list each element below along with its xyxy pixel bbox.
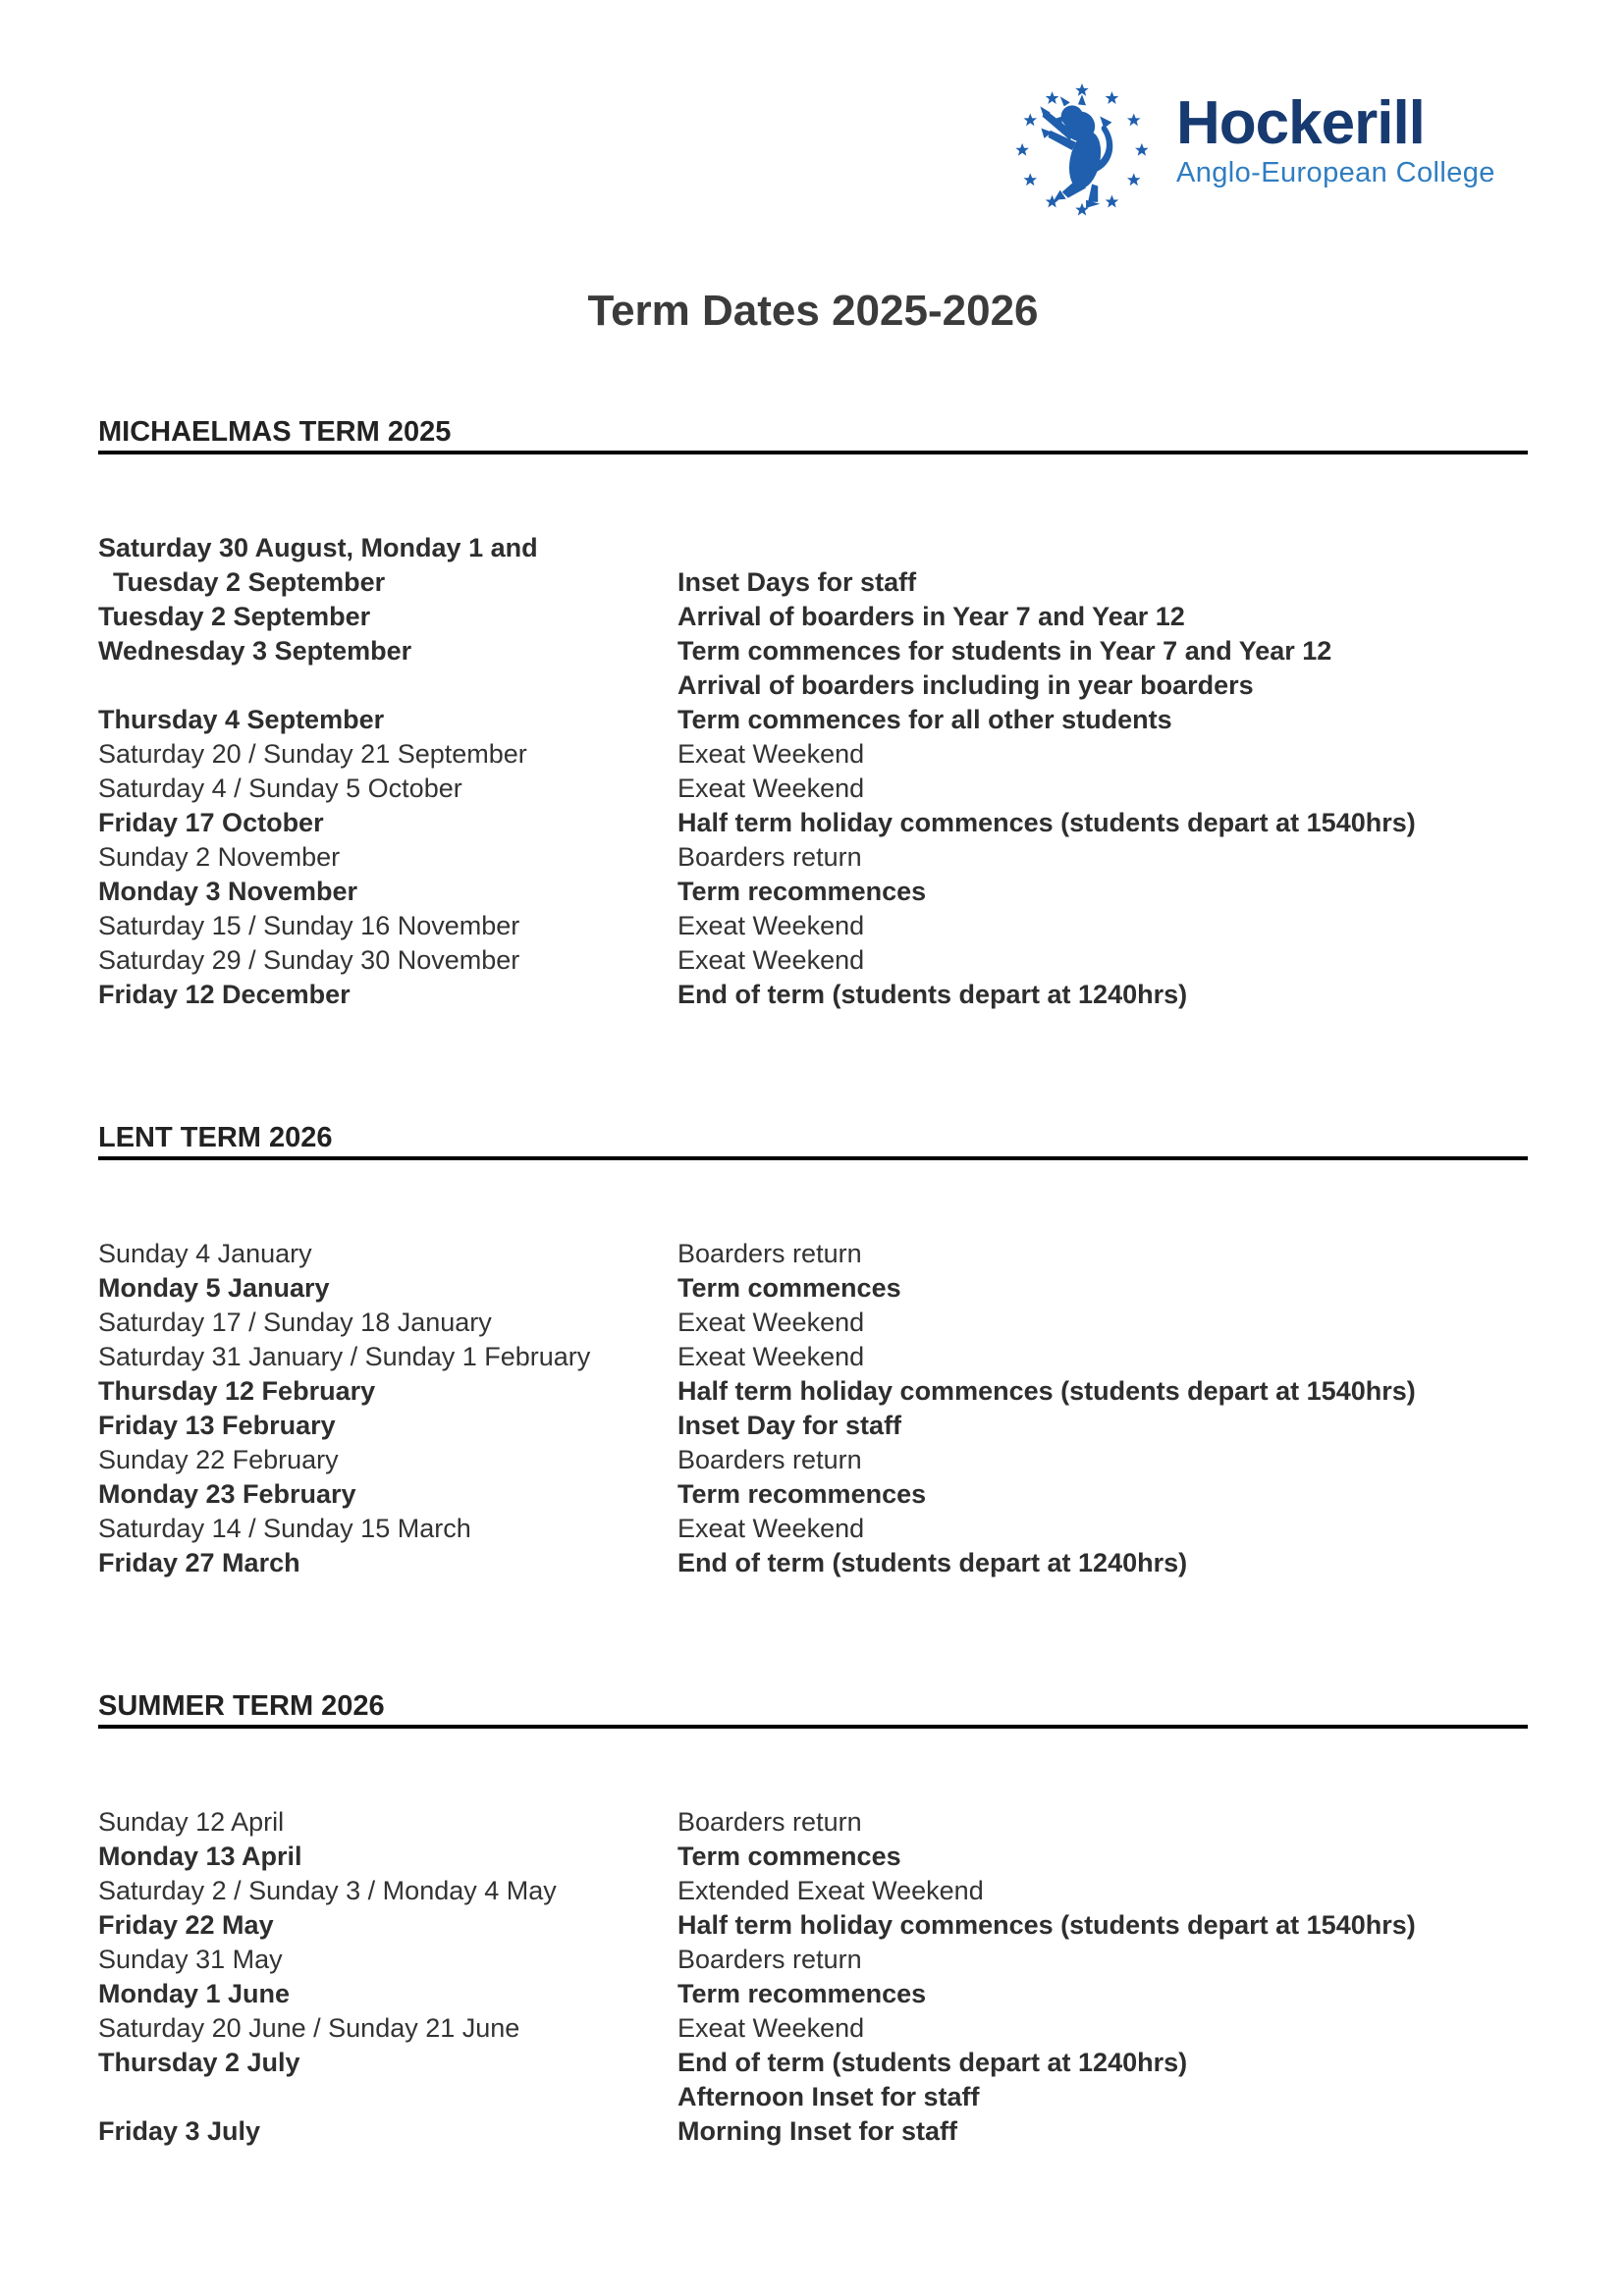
date-cell: Thursday 12 February: [98, 1376, 376, 1406]
term-date-row: [98, 1840, 1528, 1874]
college-name: Hockerill: [1176, 89, 1425, 157]
event-cell: Inset Days for staff: [677, 567, 917, 597]
date-cell: Thursday 4 September: [98, 705, 385, 734]
term-date-row: [98, 840, 1528, 875]
date-cell: Friday 12 December: [98, 980, 351, 1009]
date-cell: Saturday 20 June / Sunday 21 June: [98, 2013, 520, 2043]
term-dates-table: [98, 531, 1528, 1012]
term-date-row: [98, 1908, 1528, 1943]
term-date-row: [98, 2046, 1528, 2080]
event-cell: Exeat Weekend: [677, 1308, 865, 1337]
date-cell: Friday 17 October: [98, 808, 324, 837]
date-cell: Sunday 12 April: [98, 1807, 285, 1837]
section-divider: [98, 1156, 1528, 1160]
section-michaelmas-term: [98, 416, 1528, 1012]
event-cell: End of term (students depart at 1240hrs): [677, 980, 1188, 1009]
event-cell: Term commences for all other students: [677, 705, 1172, 734]
event-cell: Term commences for students in Year 7 and Year 12: [677, 636, 1332, 666]
date-cell: Saturday 31 January / Sunday 1 February: [98, 1342, 591, 1371]
term-date-row: [98, 634, 1528, 668]
event-cell: End of term (students depart at 1240hrs): [677, 2048, 1188, 2077]
event-cell: Half term holiday commences (students depart at 1540hrs): [677, 1376, 1416, 1406]
term-date-row: [98, 943, 1528, 978]
term-date-row: [98, 1943, 1528, 1977]
event-cell: Exeat Weekend: [677, 774, 865, 803]
term-date-row: [98, 1374, 1528, 1409]
term-date-row: [98, 1237, 1528, 1271]
term-date-row: [98, 1874, 1528, 1908]
event-cell: Exeat Weekend: [677, 911, 865, 940]
date-cell: Saturday 17 / Sunday 18 January: [98, 1308, 492, 1337]
date-cell: Friday 13 February: [98, 1411, 336, 1440]
term-date-row: [98, 875, 1528, 909]
college-subtitle: Anglo-European College: [1176, 157, 1495, 188]
event-cell: Term recommences: [677, 877, 927, 906]
term-date-row: [98, 737, 1528, 772]
event-cell: Exeat Weekend: [677, 945, 865, 975]
date-cell: Sunday 22 February: [98, 1445, 339, 1474]
event-cell: Exeat Weekend: [677, 2013, 865, 2043]
event-cell: Term commences: [677, 1842, 901, 1871]
event-cell: Boarders return: [677, 1807, 862, 1837]
event-cell: Term commences: [677, 1273, 901, 1303]
event-cell: Extended Exeat Weekend: [677, 1876, 984, 1905]
term-date-row: [98, 2114, 1528, 2149]
date-cell: Monday 23 February: [98, 1479, 356, 1509]
term-date-row: [98, 1340, 1528, 1374]
date-cell: Saturday 15 / Sunday 16 November: [98, 911, 520, 940]
event-cell: Half term holiday commences (students depart at 1540hrs): [677, 1910, 1416, 1940]
date-cell: Saturday 29 / Sunday 30 November: [98, 945, 520, 975]
term-date-row: [98, 1805, 1528, 1840]
date-cell: Sunday 31 May: [98, 1945, 283, 1974]
event-cell: Boarders return: [677, 1945, 862, 1974]
term-date-row: [98, 600, 1528, 634]
event-cell: Boarders return: [677, 1239, 862, 1268]
event-cell: Exeat Weekend: [677, 1514, 865, 1543]
term-date-row: [98, 772, 1528, 806]
section-heading: MICHAELMAS TERM 2025: [98, 416, 452, 448]
term-date-row: [98, 978, 1528, 1012]
term-date-row: [98, 1271, 1528, 1306]
date-cell: Thursday 2 July: [98, 2048, 300, 2077]
date-cell: Friday 3 July: [98, 2116, 261, 2146]
date-cell: Saturday 4 / Sunday 5 October: [98, 774, 462, 803]
date-cell: Friday 27 March: [98, 1548, 300, 1577]
term-date-row: [98, 2080, 1528, 2114]
term-date-row: [98, 806, 1528, 840]
section-summer-term: [98, 1690, 1528, 2149]
term-date-row: [98, 1443, 1528, 1477]
event-cell: Boarders return: [677, 842, 862, 872]
date-cell: Friday 22 May: [98, 1910, 274, 1940]
term-date-row: [98, 2011, 1528, 2046]
date-cell: Tuesday 2 September: [98, 602, 371, 631]
date-cell: Tuesday 2 September: [98, 567, 386, 597]
event-cell: End of term (students depart at 1240hrs): [677, 1548, 1188, 1577]
event-cell: Exeat Weekend: [677, 1342, 865, 1371]
term-date-row: [98, 1977, 1528, 2011]
term-date-row: [98, 565, 1528, 600]
date-cell: Sunday 4 January: [98, 1239, 312, 1268]
term-dates-table: [98, 1805, 1528, 2149]
event-cell: Term recommences: [677, 1479, 927, 1509]
term-date-row: [98, 531, 1528, 565]
event-cell: Boarders return: [677, 1445, 862, 1474]
event-cell: Afternoon Inset for staff: [677, 2082, 980, 2111]
date-cell: Saturday 14 / Sunday 15 March: [98, 1514, 471, 1543]
event-cell: Half term holiday commences (students depart at 1540hrs): [677, 808, 1416, 837]
date-cell: Monday 5 January: [98, 1273, 330, 1303]
date-cell: Saturday 20 / Sunday 21 September: [98, 739, 527, 769]
date-cell: Saturday 30 August, Monday 1 and: [98, 533, 538, 562]
section-divider: [98, 451, 1528, 454]
document-content: [98, 0, 1528, 2149]
term-dates-table: [98, 1237, 1528, 1580]
page-title: Term Dates 2025-2026: [587, 287, 1039, 335]
term-date-row: [98, 1409, 1528, 1443]
term-date-row: [98, 1306, 1528, 1340]
term-date-row: [98, 909, 1528, 943]
term-date-row: [98, 1477, 1528, 1512]
event-cell: Morning Inset for staff: [677, 2116, 957, 2146]
term-date-row: [98, 668, 1528, 703]
date-cell: Saturday 2 / Sunday 3 / Monday 4 May: [98, 1876, 557, 1905]
event-cell: Exeat Weekend: [677, 739, 865, 769]
event-cell: Arrival of boarders including in year boarders: [677, 670, 1254, 700]
term-date-row: [98, 1512, 1528, 1546]
date-cell: Sunday 2 November: [98, 842, 341, 872]
event-cell: Arrival of boarders in Year 7 and Year 12: [677, 602, 1185, 631]
event-cell: Term recommences: [677, 1979, 927, 2008]
term-date-row: [98, 703, 1528, 737]
date-cell: Monday 13 April: [98, 1842, 302, 1871]
term-date-row: [98, 1546, 1528, 1580]
section-divider: [98, 1725, 1528, 1729]
section-heading: SUMMER TERM 2026: [98, 1690, 385, 1722]
date-cell: Wednesday 3 September: [98, 636, 412, 666]
date-cell: Monday 3 November: [98, 877, 358, 906]
section-heading: LENT TERM 2026: [98, 1122, 333, 1153]
section-lent-term: [98, 1122, 1528, 1580]
date-cell: Monday 1 June: [98, 1979, 291, 2008]
event-cell: Inset Day for staff: [677, 1411, 902, 1440]
